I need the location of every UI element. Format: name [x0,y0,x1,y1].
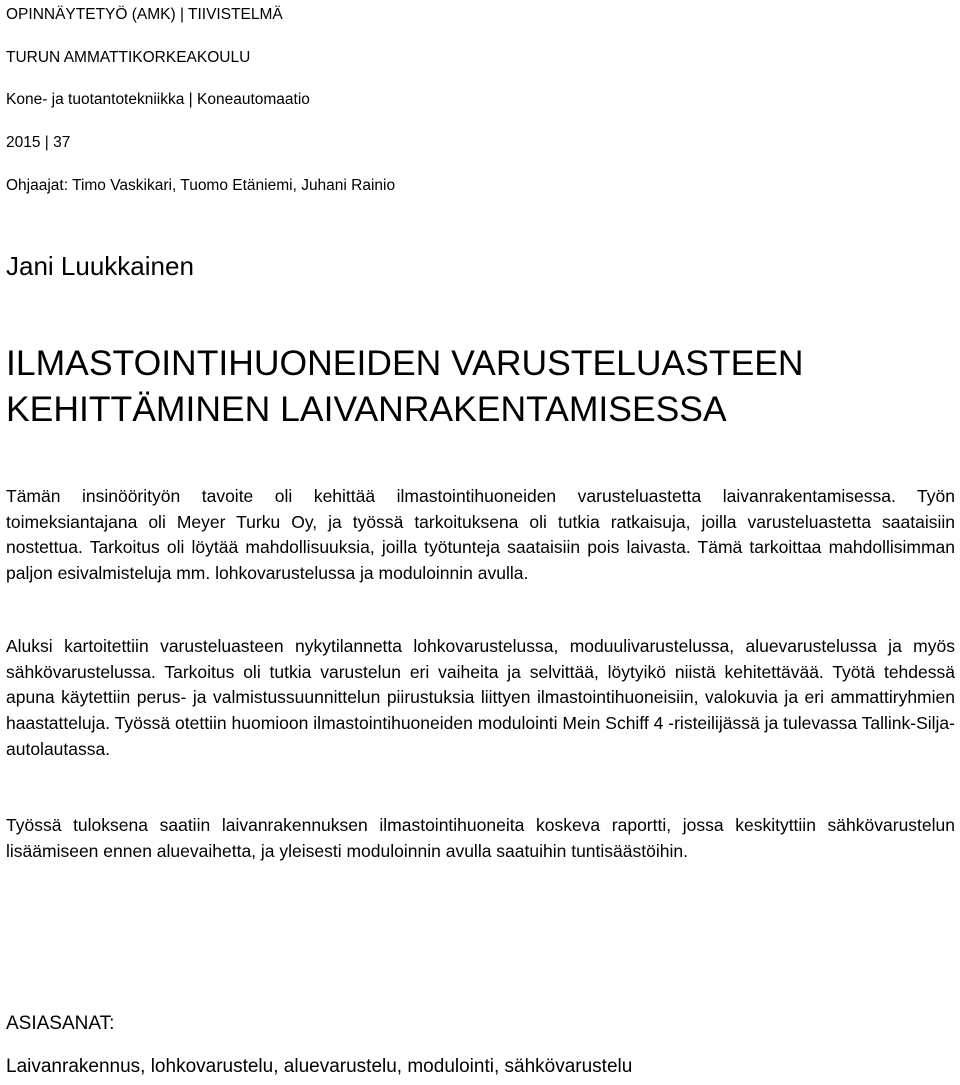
thesis-title-line-1: ILMASTOINTIHUONEIDEN VARUSTELUASTEEN [6,343,804,383]
year-and-pages: 2015 | 37 [6,134,71,151]
degree-programme: Kone- ja tuotantotekniikka | Koneautomaatio [6,91,310,108]
abstract-paragraph-1: Tämän insinöörityön tavoite oli kehittää ilmastointihuoneiden varusteluastetta laivanrakentamisessa. Työn toimeksiantajana oli Meyer Turku Oy, ja työssä tarkoituksena oli tutkia ratkaisuja, joilla varusteluastetta saataisiin nostettua. Tarkoitus oli löytää mahdollisuuksia, joilla työtunteja saataisiin pois laivasta. Tämä tarkoittaa mahdollisimman paljon esivalmisteluja mm. lohkovarustelussa ja moduloinnin avulla. [6,486,955,584]
abstract-paragraph-3: Työssä tuloksena saatiin laivanrakennuksen ilmastointihuoneita koskeva raportti, jossa keskityttiin sähkövarustelun lisäämiseen ennen aluevaihetta, ja yleisesti moduloinnin avulla saatuihin tuntisäästöihin. [6,815,955,861]
author-name: Jani Luukkainen [6,251,194,281]
thesis-title [6,340,804,432]
thesis-type: OPINNÄYTETYÖ (AMK) | TIIVISTELMÄ [6,6,283,23]
keywords-list: Laivanrakennus, lohkovarustelu, aluevarustelu, modulointi, sähkövarustelu [6,1056,633,1077]
keywords-heading: ASIASANAT: [6,1013,115,1034]
supervisors: Ohjaajat: Timo Vaskikari, Tuomo Etäniemi, Juhani Rainio [6,177,396,194]
thesis-title-line-2: KEHITTÄMINEN LAIVANRAKENTAMISESSA [6,389,727,429]
abstract-paragraph-2: Aluksi kartoitettiin varusteluasteen nykytilannetta lohkovarustelussa, moduulivarustelussa, aluevarustelussa ja myös sähkövarustelussa. Tarkoitus oli tutkia varustelun eri vaiheita ja selvittää, löytyikö niistä kehitettävää. Työtä tehdessä apuna käytettiin perus- ja valmistussuunnittelun piirustuksia liittyen ilmastointihuoneisiin, valokuvia ja eri ammattiryhmien haastatteluja. Työssä otettiin huomioon ilmastointihuoneiden modulointi Mein Schiff 4 -risteilijässä ja tulevassa Tallink-Silja-autolautassa. [6,636,955,759]
university-name: TURUN AMMATTIKORKEAKOULU [6,49,251,66]
